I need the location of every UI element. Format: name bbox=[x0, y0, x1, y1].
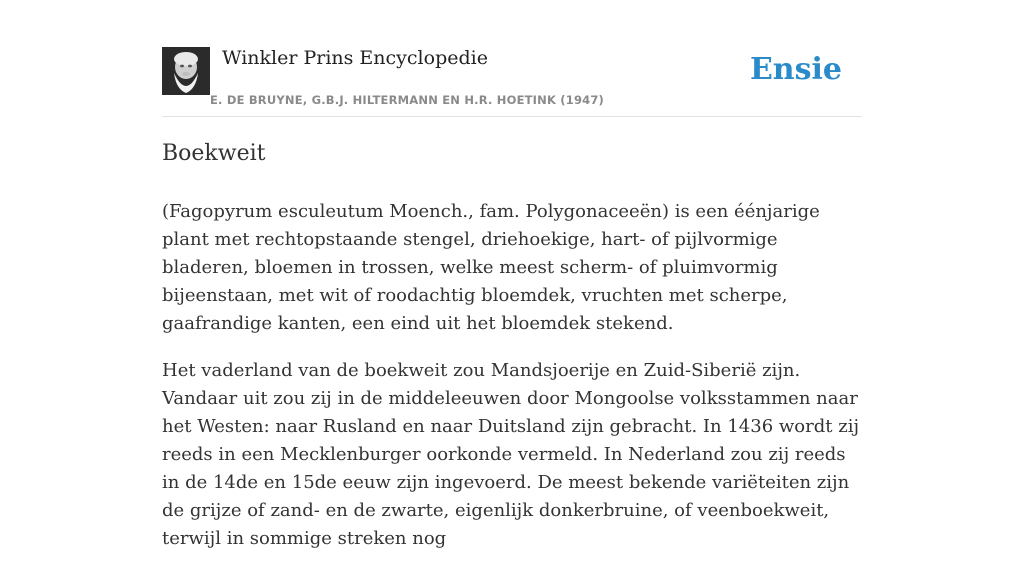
author-avatar[interactable] bbox=[162, 47, 210, 95]
source-title[interactable]: Winkler Prins Encyclopedie bbox=[222, 47, 488, 69]
source-authors: E. DE BRUYNE, G.B.J. HILTERMANN EN H.R. HOETINK (1947) bbox=[210, 93, 605, 107]
article-paragraph: Het vaderland van de boekweit zou Mandsjoerije en Zuid-Siberië zijn. Vandaar uit zou zij in de middeleeuwen door Mongoolse volksstammen naar het Westen: naar Rusland en naar Duitsland zijn gebracht. In 1436 wordt zij reeds in een Mecklenburger oorkonde vermeld. In Nederland zou zij reeds in de 14de en 15de eeuw zijn ingevoerd. De meest bekende variëteiten zijn de grijze of zand- en de zwarte, eigenlijk donkerbruine, of veenboekweit, terwijl in sommige streken nog bbox=[162, 360, 860, 549]
article-paragraph: (Fagopyrum esculeutum Moench., fam. Polygonaceeën) is een éénjarige plant met rechtopstaande stengel, driehoekige, hart- of pijlvormige bladeren, bloemen in trossen, welke meest scherm- of pluimvormig bijeenstaan, met wit of roodachtig bloemdek, vruchten met scherpe, gaafrandige kanten, een eind uit het bloemdek stekend. bbox=[162, 201, 820, 334]
article-title: Boekweit bbox=[162, 141, 266, 166]
source-header bbox=[162, 46, 862, 117]
brand-logo[interactable]: Ensie bbox=[749, 52, 842, 87]
article bbox=[162, 136, 862, 572]
author-portrait-icon bbox=[162, 47, 210, 95]
